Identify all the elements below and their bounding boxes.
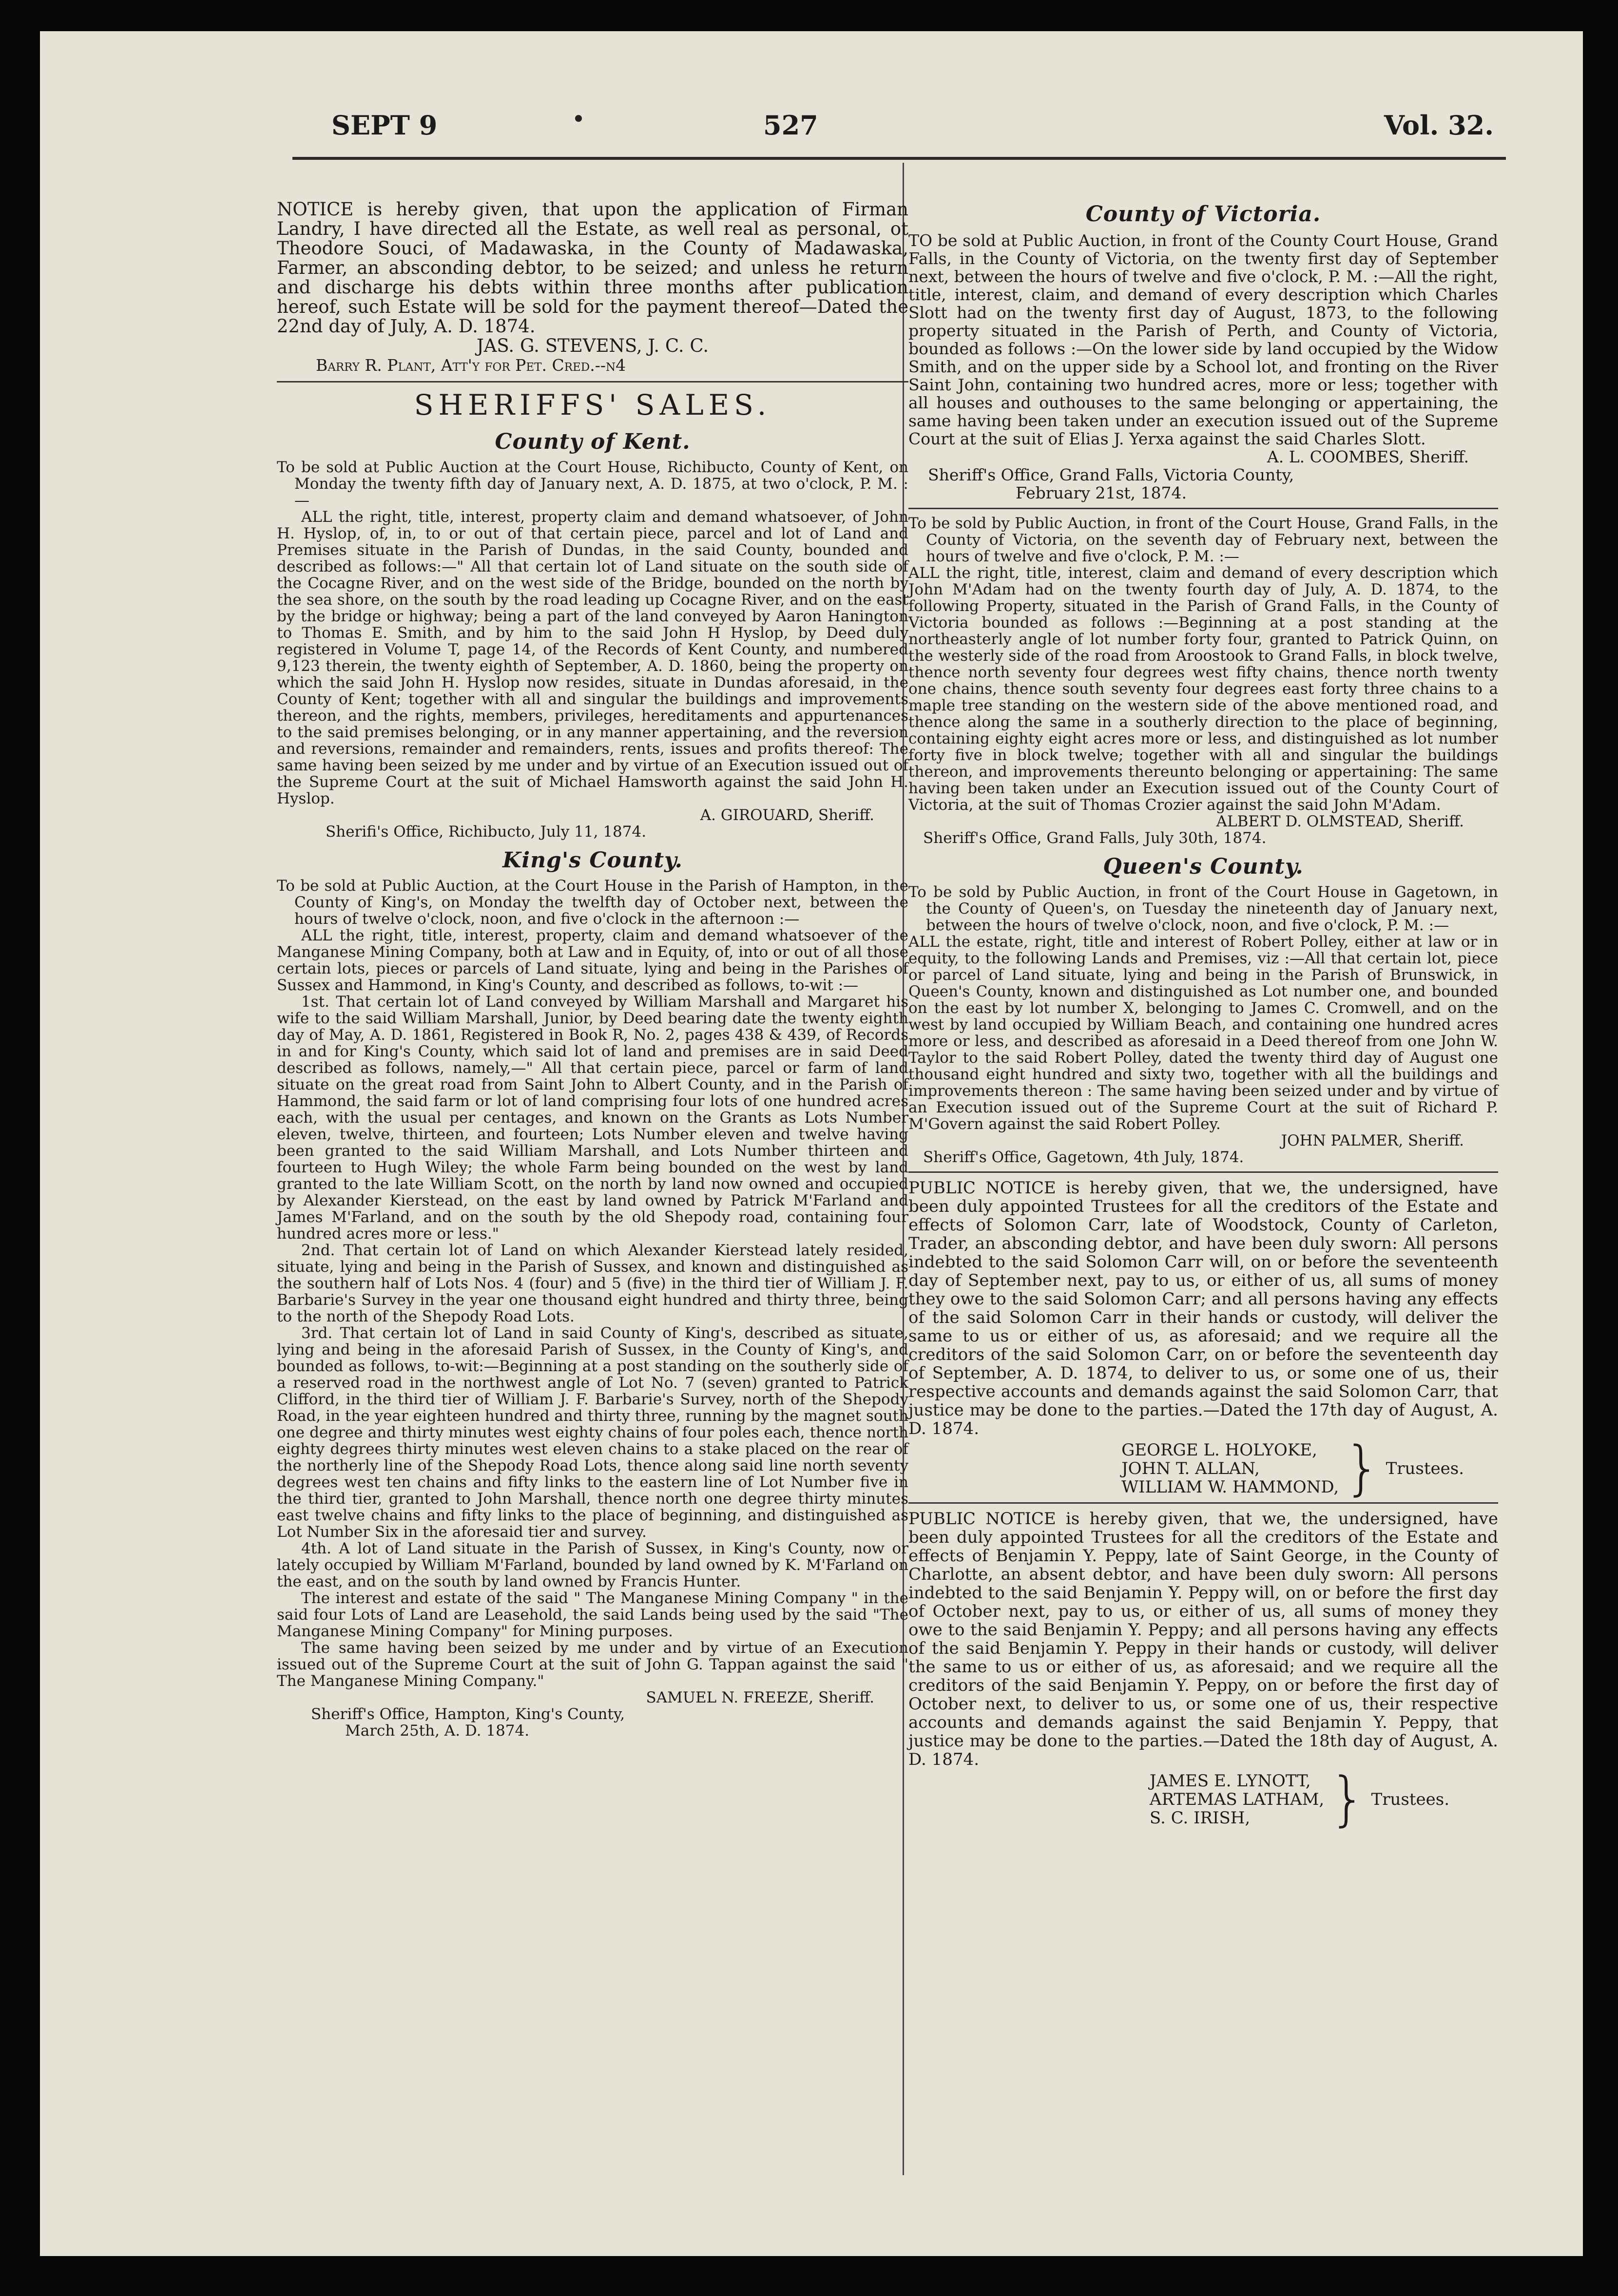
kings-office-line-1: Sheriff's Office, Hampton, King's County, bbox=[311, 1705, 625, 1723]
victoria-heading: County of Victoria. bbox=[1085, 202, 1321, 227]
brace-glyph: } bbox=[1329, 1765, 1367, 1833]
carr-notice-text: PUBLIC NOTICE is hereby given, that we, the undersigned, have been duly appointed Trustees for all the creditors of the Estate and effects of Solomon Carr, late of Woodstock, County of Carleton, Trader, an absconding debtor, and have been duly sworn: All persons indebted to the said Solomon Carr will, on or before the seventeenth day of September next, pay to us, or either of us, all sums of money they owe to the said Solomon Carr; and all persons having any effects of the said Solomon Carr in their hands or custody, will deliver the same to us or either of us, as aforesaid; and we require all the creditors of the said Solomon Carr, on or before the seventeenth day of September, A. D. 1874, to deliver to us, or some one of us, their respective accounts and demands against the said Solomon Carr, that justice may be done to the parties.—Dated the 17th day of August, A. D. 1874. bbox=[908, 1178, 1498, 1438]
firman-signature: JAS. G. STEVENS, J. C. C. bbox=[476, 335, 709, 356]
victoria-office-line-2: February 21st, 1874. bbox=[1016, 483, 1187, 502]
brace-glyph: } bbox=[1344, 1435, 1381, 1502]
carr-trustees-label: Trustees. bbox=[1386, 1459, 1464, 1478]
kings-para-6: The interest and estate of the said " The Manganese Mining Company " in the said four Lots of Land are Leasehold, the said Lands being used by the said "The Manganese Mining Company" for Mining purposes. bbox=[277, 1589, 908, 1640]
trustee-name: S. C. IRISH, bbox=[1149, 1808, 1251, 1828]
victoria-sale bbox=[908, 231, 1498, 502]
madam-sale bbox=[908, 515, 1498, 846]
section-divider bbox=[908, 508, 1498, 509]
trustee-name: JAMES E. LYNOTT, bbox=[1149, 1771, 1311, 1791]
madam-sheriff-signature: ALBERT D. OLMSTEAD, Sheriff. bbox=[1216, 813, 1464, 830]
sheriffs-sales-title: SHERIFFS' SALES. bbox=[414, 388, 771, 421]
peppy-notice-text: PUBLIC NOTICE is hereby given, that we, the undersigned, have been duly appointed Trustees for all the creditors of the Estate and effects of Benjamin Y. Peppy, late of Saint George, in the County of Charlotte, an absent debtor, and have been duly sworn: All persons indebted to the said Benjamin Y. Peppy will, on or before the first day of October next, pay to us, or either of us, all sums of money they owe to the said Benjamin Y. Peppy; and all persons having any effects of the said Benjamin Y. Peppy in their hands or custody, will deliver the same to us or either of us, as aforesaid; and we require all the creditors of the said Benjamin Y. Peppy, on or before the first day of October next, to deliver to us, or some one of us, their respective accounts and demands against the said Benjamin Y. Peppy, that justice may be done to the parties.—Dated the 18th day of August, A. D. 1874. bbox=[908, 1509, 1498, 1769]
kings-sale bbox=[277, 878, 908, 1739]
victoria-office-line-1: Sheriff's Office, Grand Falls, Victoria County, bbox=[928, 465, 1294, 484]
kent-intro: To be sold at Public Auction at the Court House, Richibucto, County of Kent, on Monday the twenty fifth day of January next, A. D. 1875, at two o'clock, P. M. :— bbox=[277, 459, 908, 509]
kings-para-4: 3rd. That certain lot of Land in said County of King's, described as situate, lying and being in the aforesaid Parish of Sussex, in the County of King's, and bounded as follows, to-wit:—Beginning at a post standing on the southerly side of a reserved road in the northwest angle of Lot No. 7 (seven) granted to Patrick Clifford, in the third tier of William J. F. Barbarie's Survey, north of the Shepody Road, in the year eighteen hundred and thirty three, running by the magnet south one degree and thirty minutes west eighty chains of four poles each, thence north eighty degrees thirty minutes west eleven chains to a stake placed on the rear of the northerly line of the Shepody Road Lots, thence along said line north seventy degrees west ten chains and fifty links to the eastern line of Lot Number five in the third tier, granted to John Marshall, thence north one degree thirty minutes east twelve chains and fifty links to the place of beginning, and distinguished as Lot Number Six in the aforesaid tier and survey. bbox=[277, 1324, 908, 1541]
right-column bbox=[908, 161, 1498, 1833]
queens-heading: Queen's County. bbox=[1103, 854, 1304, 879]
kings-intro: To be sold at Public Auction, at the Court House in the Parish of Hampton, in the County of King's, on Monday the twelfth day of October next, between the hours of twelve o'clock, noon, and five o'clock in the afternoon :— bbox=[277, 877, 908, 928]
victoria-body: TO be sold at Public Auction, in front of the County Court House, Grand Falls, in the County of Victoria, on the twenty first day of September next, between the hours of twelve and five o'clock, P. M. :—All the right, title, interest, claim, and demand of every description which Charles Slott had on the twenty first day of August, 1873, to the following property situated in the Parish of Perth, and County of Victoria, bounded as follows :—On the lower side by land occupied by the Widow Smith, and on the upper side by a School lot, and fronting on the River Saint John, containing two hundred acres, more or less; together with all houses and outhouses to the same belonging or appertaining, the same having been taken under an execution issued out of the Supreme Court at the suit of Elias J. Yerxa against the said Charles Slott. bbox=[908, 231, 1498, 448]
kings-office-line-2: March 25th, A. D. 1874. bbox=[345, 1722, 530, 1740]
peppy-trustees-label: Trustees. bbox=[1371, 1790, 1449, 1809]
kent-office: Sherifi's Office, Richibucto, July 11, 1874. bbox=[326, 823, 647, 841]
kings-para-1: ALL the right, title, interest, property, claim and demand whatsoever of the Manganese Mining Company, both at Law and in Equity, of, into or out of all those certain lots, pieces or parcels of Land situate, lying and being in the Parishes of Sussex and Hammond, in King's County, and described as follows, to-wit :— bbox=[277, 927, 908, 994]
kings-heading: King's County. bbox=[502, 848, 683, 873]
queens-body: ALL the estate, right, title and interest of Robert Polley, either at law or in equity, to the following Lands and Premises, viz :—All that certain lot, piece or parcel of Land situate, lying and being in the Parish of Brunswick, in Queen's County, known and distinguished as Lot number one, and bounded on the east by lot number X, belonging to James C. Cromwell, and on the west by land occupied by William Beach, and containing one hundred acres more or less, and described as aforesaid in a Deed thereof from one John W. Taylor to the said Robert Polley, dated the twenty third day of August one thousand eight hundred and sixty two, together with all the buildings and improvements thereon : The same having been seized under and by virtue of an Execution issued out of the Supreme Court at the suit of Richard P. M'Govern against the said Robert Polley. bbox=[908, 933, 1498, 1133]
peppy-trustee-names bbox=[1150, 1772, 1324, 1827]
kings-para-3: 2nd. That certain lot of Land on which Alexander Kierstead lately resided, situate, lying and being in the Parish of Sussex, and known and distinguished as the southern half of Lots Nos. 4 (four) and 5 (five) in the third tier of William J. F. Barbarie's Survey in the year one thousand eight hundred and thirty three, being to the north of the Shepody Road Lots. bbox=[277, 1242, 908, 1325]
peppy-notice bbox=[908, 1509, 1498, 1833]
kings-sheriff-signature: SAMUEL N. FREEZE, Sheriff. bbox=[646, 1689, 874, 1706]
header-date: SEPT 9 bbox=[331, 110, 438, 141]
firman-notice bbox=[277, 200, 908, 375]
queens-sheriff-signature: JOHN PALMER, Sheriff. bbox=[1281, 1132, 1464, 1149]
header-rule bbox=[292, 157, 1506, 160]
carr-trustees bbox=[908, 1435, 1498, 1502]
queens-office: Sheriff's Office, Gagetown, 4th July, 1874. bbox=[923, 1148, 1244, 1166]
kings-para-5: 4th. A lot of Land situate in the Parish of Sussex, in King's County, now or lately occupied by William M'Farland, bounded by land owned by K. M'Farland on the east, and on the south by land owned by Francis Hunter. bbox=[277, 1540, 908, 1590]
firman-attorney: Barry R. Plant, Att'y for Pet. Cred.--n4 bbox=[316, 356, 626, 375]
trustee-name: GEORGE L. HOLYOKE, bbox=[1121, 1440, 1317, 1460]
queens-sale bbox=[908, 884, 1498, 1166]
header-page-number: 527 bbox=[763, 110, 818, 141]
carr-notice bbox=[908, 1178, 1498, 1502]
section-divider bbox=[908, 1502, 1498, 1504]
madam-office: Sheriff's Office, Grand Falls, July 30th, 1874. bbox=[923, 829, 1267, 847]
section-divider bbox=[277, 381, 908, 383]
carr-trustee-names bbox=[1121, 1441, 1339, 1496]
trustee-name: ARTEMAS LATHAM, bbox=[1149, 1790, 1325, 1809]
kent-heading: County of Kent. bbox=[495, 429, 691, 454]
header-volume: Vol. 32. bbox=[1384, 110, 1494, 141]
trustee-name: WILLIAM W. HAMMOND, bbox=[1121, 1477, 1339, 1497]
section-divider bbox=[908, 1171, 1498, 1173]
peppy-trustees bbox=[908, 1765, 1498, 1833]
madam-intro: To be sold by Public Auction, in front of the Court House, Grand Falls, in the County of Victoria, on the seventh day of February next, between the hours of twelve and five o'clock, P. M. :— bbox=[908, 515, 1498, 565]
kent-sale bbox=[277, 459, 908, 840]
trustee-name: JOHN T. ALLAN, bbox=[1121, 1459, 1260, 1478]
firman-notice-text: NOTICE is hereby given, that upon the application of Firman Landry, I have directed all the Estate, as well real as personal, ot Theodore Souci, of Madawaska, in the County of Madawaska, Farmer, an absconding debtor, to be seized; and unless he return and discharge his debts within three months after publication hereof, such Estate will be sold for the payment thereof—Dated the 22nd day of July, A. D. 1874. bbox=[277, 199, 908, 337]
madam-body: ALL the right, title, interest, claim and demand of every description which John M'Adam had on the twenty fourth day of July, A. D. 1874, to the following Property, situated in the Parish of Grand Falls, in the County of Victoria bounded as follows :—Beginning at a post standing at the northeasterly angle of lot number forty four, granted to Patrick Quinn, on the westerly side of the road from Aroostook to Grand Falls, in block twelve, thence north seventy four degrees west fifty chains, thence north twenty one chains, thence south seventy four degrees east forty three chains to a maple tree standing on the western side of the above mentioned road, and thence along the same in a southerly direction to the place of beginning, containing eighty eight acres more or less, and distinguished as lot number forty five in block twelve; together with all and singular the buildings thereon, and improvements thereunto belonging or appertaining: The same having been taken under an Execution issued out of the County Court of Victoria, at the suit of Thomas Crozier against the said John M'Adam. bbox=[908, 564, 1498, 814]
victoria-sheriff-signature: A. L. COOMBES, Sheriff. bbox=[1267, 447, 1469, 466]
kent-body: ALL the right, title, interest, property claim and demand whatsoever, of John H. Hyslop, of, in, to or out of that certain piece, parcel and lot of Land and Premises situate in the Parish of Dundas, in the said County, bounded and described as follows:—" All that certain lot of Land situate on the south side of the Cocagne River, and on the west side of the Bridge, bounded on the north by the sea shore, on the south by the road leading up Cocagne River, and on the east by the bridge or highway; being a part of the land conveyed by Aaron Hanington to Thomas E. Smith, and by him to the said John H Hyslop, by Deed duly registered in Volume T, page 14, of the Records of Kent County, and numbered 9,123 therein, the twenty eighth of September, A. D. 1860, being the property on which the said John H. Hyslop now resides, situate in Dundas aforesaid, in the County of Kent; together with all and singular the buildings and improvements thereon, and the rights, members, privileges, hereditaments and appurtenances to the said premises belonging, or in any manner appertaining, and the reversion and reversions, remainder and remainders, rents, issues and profits thereof: The same having been seized by me under and by virtue of an Execution issued out of the Supreme Court at the suit of Michael Hamsworth against the said John H. Hyslop. bbox=[277, 508, 908, 807]
left-column bbox=[277, 161, 908, 1739]
queens-intro: To be sold by Public Auction, in front of the Court House in Gagetown, in the County of Queen's, on Tuesday the nineteenth day of January next, between the hours of twelve o'clock, noon, and five o'clock, P. M. :— bbox=[908, 883, 1498, 934]
kent-sheriff-signature: A. GIROUARD, Sheriff. bbox=[700, 806, 874, 824]
kings-para-2: 1st. That certain lot of Land conveyed by William Marshall and Margaret his wife to the said William Marshall, Junior, by Deed bearing date the twenty eighth day of May, A. D. 1861, Registered in Book R, No. 2, pages 438 & 439, of Records in and for King's County, which said lot of land and premises are in said Deed described as follows, namely,—" All that certain piece, parcel or farm of land situate on the great road from Saint John to Albert County, and in the Parish of Hammond, the said farm or lot of land comprising four lots of one hundred acres each, with the usual per centages, and known on the Grants as Lots Number eleven, twelve, thirteen, and fourteen; Lots Number eleven and twelve having been granted to the said William Marshall, and Lots Number thirteen and fourteen to Hugh Wiley; the whole Farm being bounded on the west by land granted to the late William Scott, on the north by land now owned and occupied by Alexander Kierstead, on the east by land owned by Patrick M'Farland and James M'Farland, and on the south by the old Shepody road, containing four hundred acres more or less." bbox=[277, 993, 908, 1243]
kings-para-7: The same having been seized by me under and by virtue of an Execution issued out of the Supreme Court at the suit of John G. Tappan against the said " The Manganese Mining Company." bbox=[277, 1639, 908, 1690]
ink-dot bbox=[575, 115, 582, 122]
